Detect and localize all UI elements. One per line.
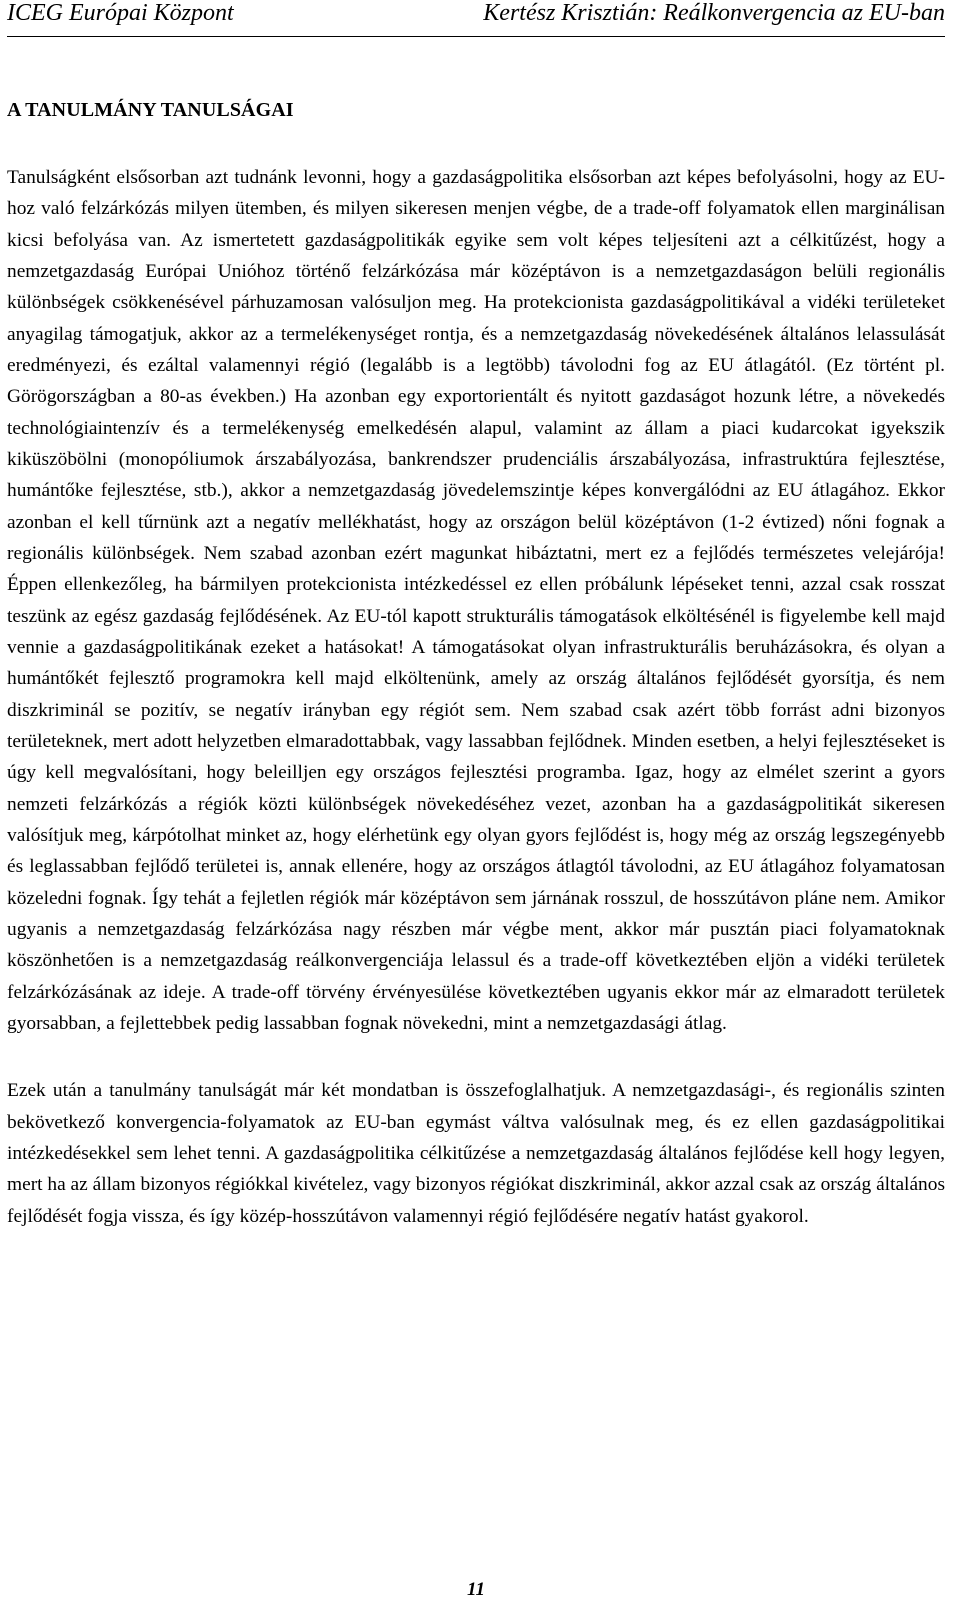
header-author-title: Kertész Krisztián: Reálkonvergencia az EU-ban — [483, 0, 945, 26]
document-page — [7, 0, 945, 1609]
header-organization: ICEG Európai Központ — [7, 0, 234, 26]
paragraph-conclusions: Tanulságként elsősorban azt tudnánk levonni, hogy a gazdaságpolitika elsősorban azt képes befolyásolni, hogy az EU-hoz való felzárkózás milyen ütemben, és milyen sikeresen menjen végbe, de a trade-off folyamatok ellen marginálisan kicsi befolyása van. Az ismertetett gazdaságpolitikák egyike sem volt képes teljesíteni azt a célkitűzést, hogy a nemzetgazdaság Európai Unióhoz történő felzárkózása már középtávon is a nemzetgazdaságon belüli regionális különbségek csökkenésével párhuzamosan valósuljon meg. Ha protekcionista gazdaságpolitikával a vidéki területeket anyagilag támogatjuk, akkor az a termelékenységet rontja, és a nemzetgazdaság növekedésének általános lelassulását eredményezi, és ezáltal valamennyi régió (legalább is a legtöbb) távolodni fog az EU átlagától. (Ez történt pl. Görögországban a 80-as években.) Ha azonban egy exportorientált és nyitott gazdaságot hozunk létre, a növekedés technológiaintenzív és a termelékenység emelkedésén alapul, valamint az állam a piaci kudarcokat igyekszik kiküszöbölni (monopóliumok árszabályozása, bankrendszer prudenciális árszabályozása, infrastruktúra fejlesztése, humántőke fejlesztése, stb.), akkor a nemzetgazdaság jövedelemszintje képes konvergálódni az EU átlagához. Ekkor azonban el kell tűrnünk azt a negatív mellékhatást, hogy az országon belül középtávon (1-2 évtized) nőni fognak a regionális különbségek. Nem szabad azonban ezért magunkat hibáztatni, mert ez a fejlődés természetes velejárója! Éppen ellenkezőleg, ha bármilyen protekcionista intézkedéssel ez ellen próbálunk lépéseket tenni, azzal csak rosszat teszünk az egész gazdaság fejlődésének. Az EU-tól kapott strukturális támogatások elköltésénél is figyelembe kell majd vennie a gazdaságpolitikának ezeket a hatásokat! A támogatásokat olyan infrastrukturális beruházásokra, és olyan a humántőkét fejlesztő programokra kell majd elköltenünk, amely az ország általános fejlődését gyorsítja, és nem diszkriminál se pozitív, se negatív irányban egy régiót sem. Nem szabad csak azért több forrást adni bizonyos területeknek, mert adott helyzetben elmaradottabbak, vagy lassabban fejlődnek. Minden esetben, a helyi fejlesztéseket is úgy kell megvalósítani, hogy beleilljen egy országos fejlesztési programba. Igaz, hogy az elmélet szerint a gyors nemzeti felzárkózás a régiók közti különbségek növekedéséhez vezet, azonban ha a gazdaságpolitikát sikeresen valósítjuk meg, kárpótolhat minket az, hogy elérhetünk egy olyan gyors fejlődést is, hogy még az ország legszegényebb és leglassabban fejlődő területei is, annak ellenére, hogy az országos átlagtól távolodni, az EU átlagához folyamatosan közeledni fognak. Így tehát a fejletlen régiók már középtávon sem járnának rosszul, de hosszútávon pláne nem. Amikor ugyanis a nemzetgazdaság felzárkózása nagy részben már végbe ment, akkor már pusztán piaci folyamatoknak köszönhetően is a nemzetgazdaság reálkonvergenciája lelassul és a trade-off következtében eljön a vidéki területek felzárkózásának az ideje. A trade-off törvény érvényesülése következtében ugyanis ekkor már az elmaradott területek gyorsabban, a fejlettebbek pedig lassabban fognak növekedni, mint a nemzetgazdasági átlag. — [7, 167, 945, 1034]
body-text — [7, 162, 945, 1232]
section-title: A TANULMÁNY TANULSÁGAI — [7, 99, 294, 121]
page-number: 11 — [467, 1579, 485, 1600]
paragraph-summary: Ezek után a tanulmány tanulságát már két mondatban is összefoglalhatjuk. A nemzetgazdasági-, és regionális szinten bekövetkező konvergencia-folyamatok az EU-ban egymást váltva valósulnak meg, és ez ellen gazdaságpolitikai intézkedésekkel sem lehet tenni. A gazdaságpolitika célkitűzése a nemzetgazdaság általános fejlődése kell hogy legyen, mert ha az állam bizonyos régiókkal kivételez, vagy bizonyos régiókat diszkriminál, akkor azzal csak az ország általános fejlődését fogja vissza, és így közép-hosszútávon valamennyi régió fejlődésére negatív hatást gyakorol. — [7, 1080, 945, 1227]
running-header — [7, 0, 945, 37]
